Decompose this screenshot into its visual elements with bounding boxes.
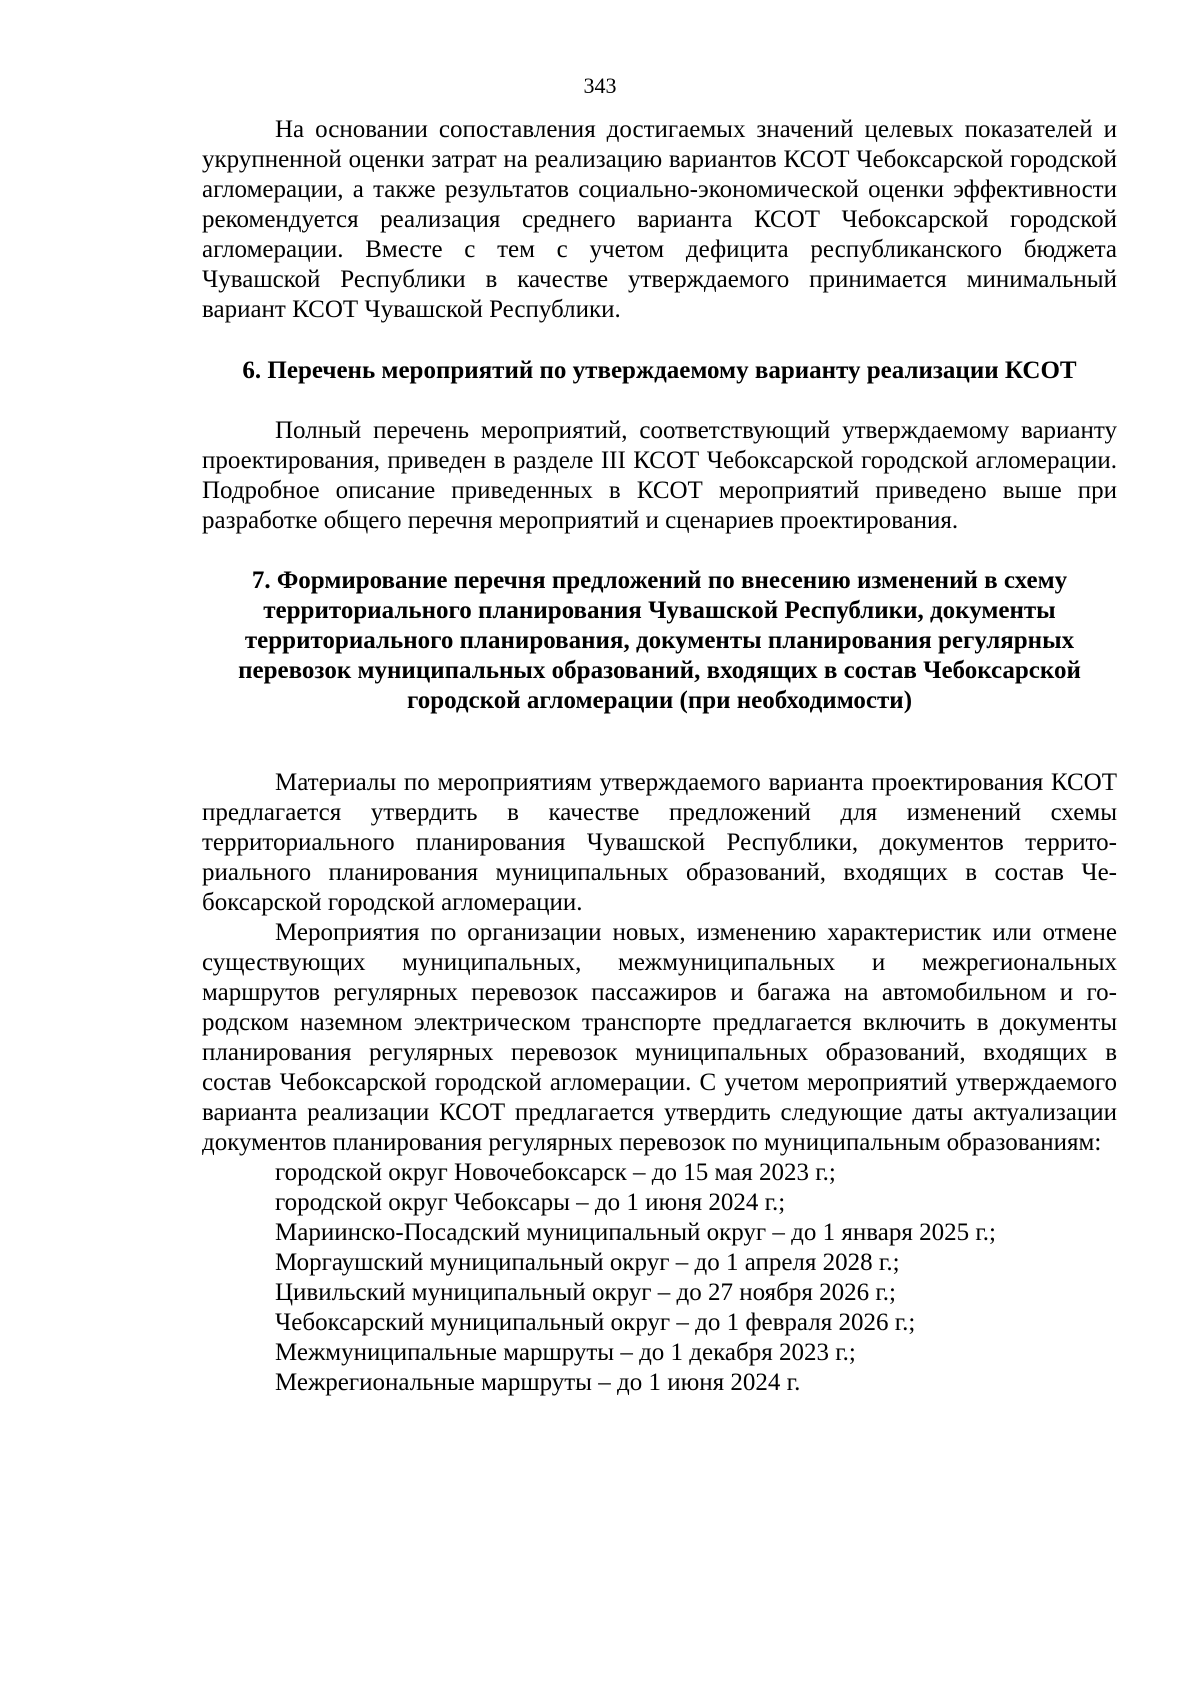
list-item: Цивильский муниципальный округ – до 27 ноября 2026 г.; (275, 1279, 896, 1306)
page-content (202, 115, 1117, 1398)
list-item: Межрегиональные маршруты – до 1 июня 2024 г. (275, 1369, 801, 1396)
actualization-dates-list (202, 1158, 1117, 1398)
paragraph-route-measures: Мероприятия по организации новых, изменению характеристик или отмене существующих муниципальных, межмуниципальных и межрегиональных маршрутов регулярных перевозок пассажиров и багажа на автомобильном и городском наземном электрическом транспорте предлагается включить в документы планирования регулярных перевозок муниципальных образований, входящих в состав Чебоксарской городской агломерации. С учетом мероприятий утверждаемого варианта реализации КСОТ предлагается утвердить следующие даты актуализации документов планирования регулярных перевозок по муниципальным образованиям: (202, 919, 1117, 1156)
paragraph-materials: Материалы по мероприятиям утверждаемого варианта проектирования КСОТ предлагается утвердить в качестве предложений для изменений схемы территориального планирования Чувашской Республики, документов территориального планирования муниципальных образований, входящих в состав Чебоксарской городской агломерации. (202, 769, 1117, 916)
list-item: Мариинско-Посадский муниципальный округ – до 1 января 2025 г.; (275, 1219, 996, 1246)
list-item: городской округ Новочебоксарск – до 15 мая 2023 г.; (275, 1159, 836, 1186)
list-item: Чебоксарский муниципальный округ – до 1 февраля 2026 г.; (275, 1309, 916, 1336)
section-6-heading: 6. Перечень мероприятий по утверждаемому варианту реализации КСОТ (242, 357, 1077, 384)
paragraph-variant-selection: На основании сопоставления достигаемых значений целевых показателей и укрупненной оценки затрат на реализацию вариантов КСОТ Чебоксарской городской агломерации, а также результатов социально-экономической оценки эффективности рекомендуется реализация среднего варианта КСОТ Чебоксарской городской агломерации. Вместе с тем с учетом дефицита республиканского бюджета Чувашской Республики в качестве утверждаемого принимается минимальный вариант КСОТ Чувашской Республики. (202, 116, 1117, 323)
page-number: 343 (583, 73, 617, 98)
list-item: Межмуниципальные маршруты – до 1 декабря 2023 г.; (275, 1339, 856, 1366)
paragraph-measures-list: Полный перечень мероприятий, соответствующий утверждаемому варианту проектирования, приведен в разделе III КСОТ Чебоксарской городской агломерации. Подробное описание приведенных в КСОТ мероприятий приведено выше при разработке общего перечня мероприятий и сценариев проектирования. (202, 417, 1117, 534)
section-7-heading: 7. Формирование перечня предложений по внесению изменений в схему территориального планирования Чувашской Республики, документы территориального планирования, документы планирования регулярных перевозок муниципальных образований, входящих в состав Чебоксарской городской агломерации (при необходимости) (238, 567, 1081, 714)
list-item: городской округ Чебоксары – до 1 июня 2024 г.; (275, 1189, 786, 1216)
list-item: Моргаушский муниципальный округ – до 1 апреля 2028 г.; (275, 1249, 900, 1276)
